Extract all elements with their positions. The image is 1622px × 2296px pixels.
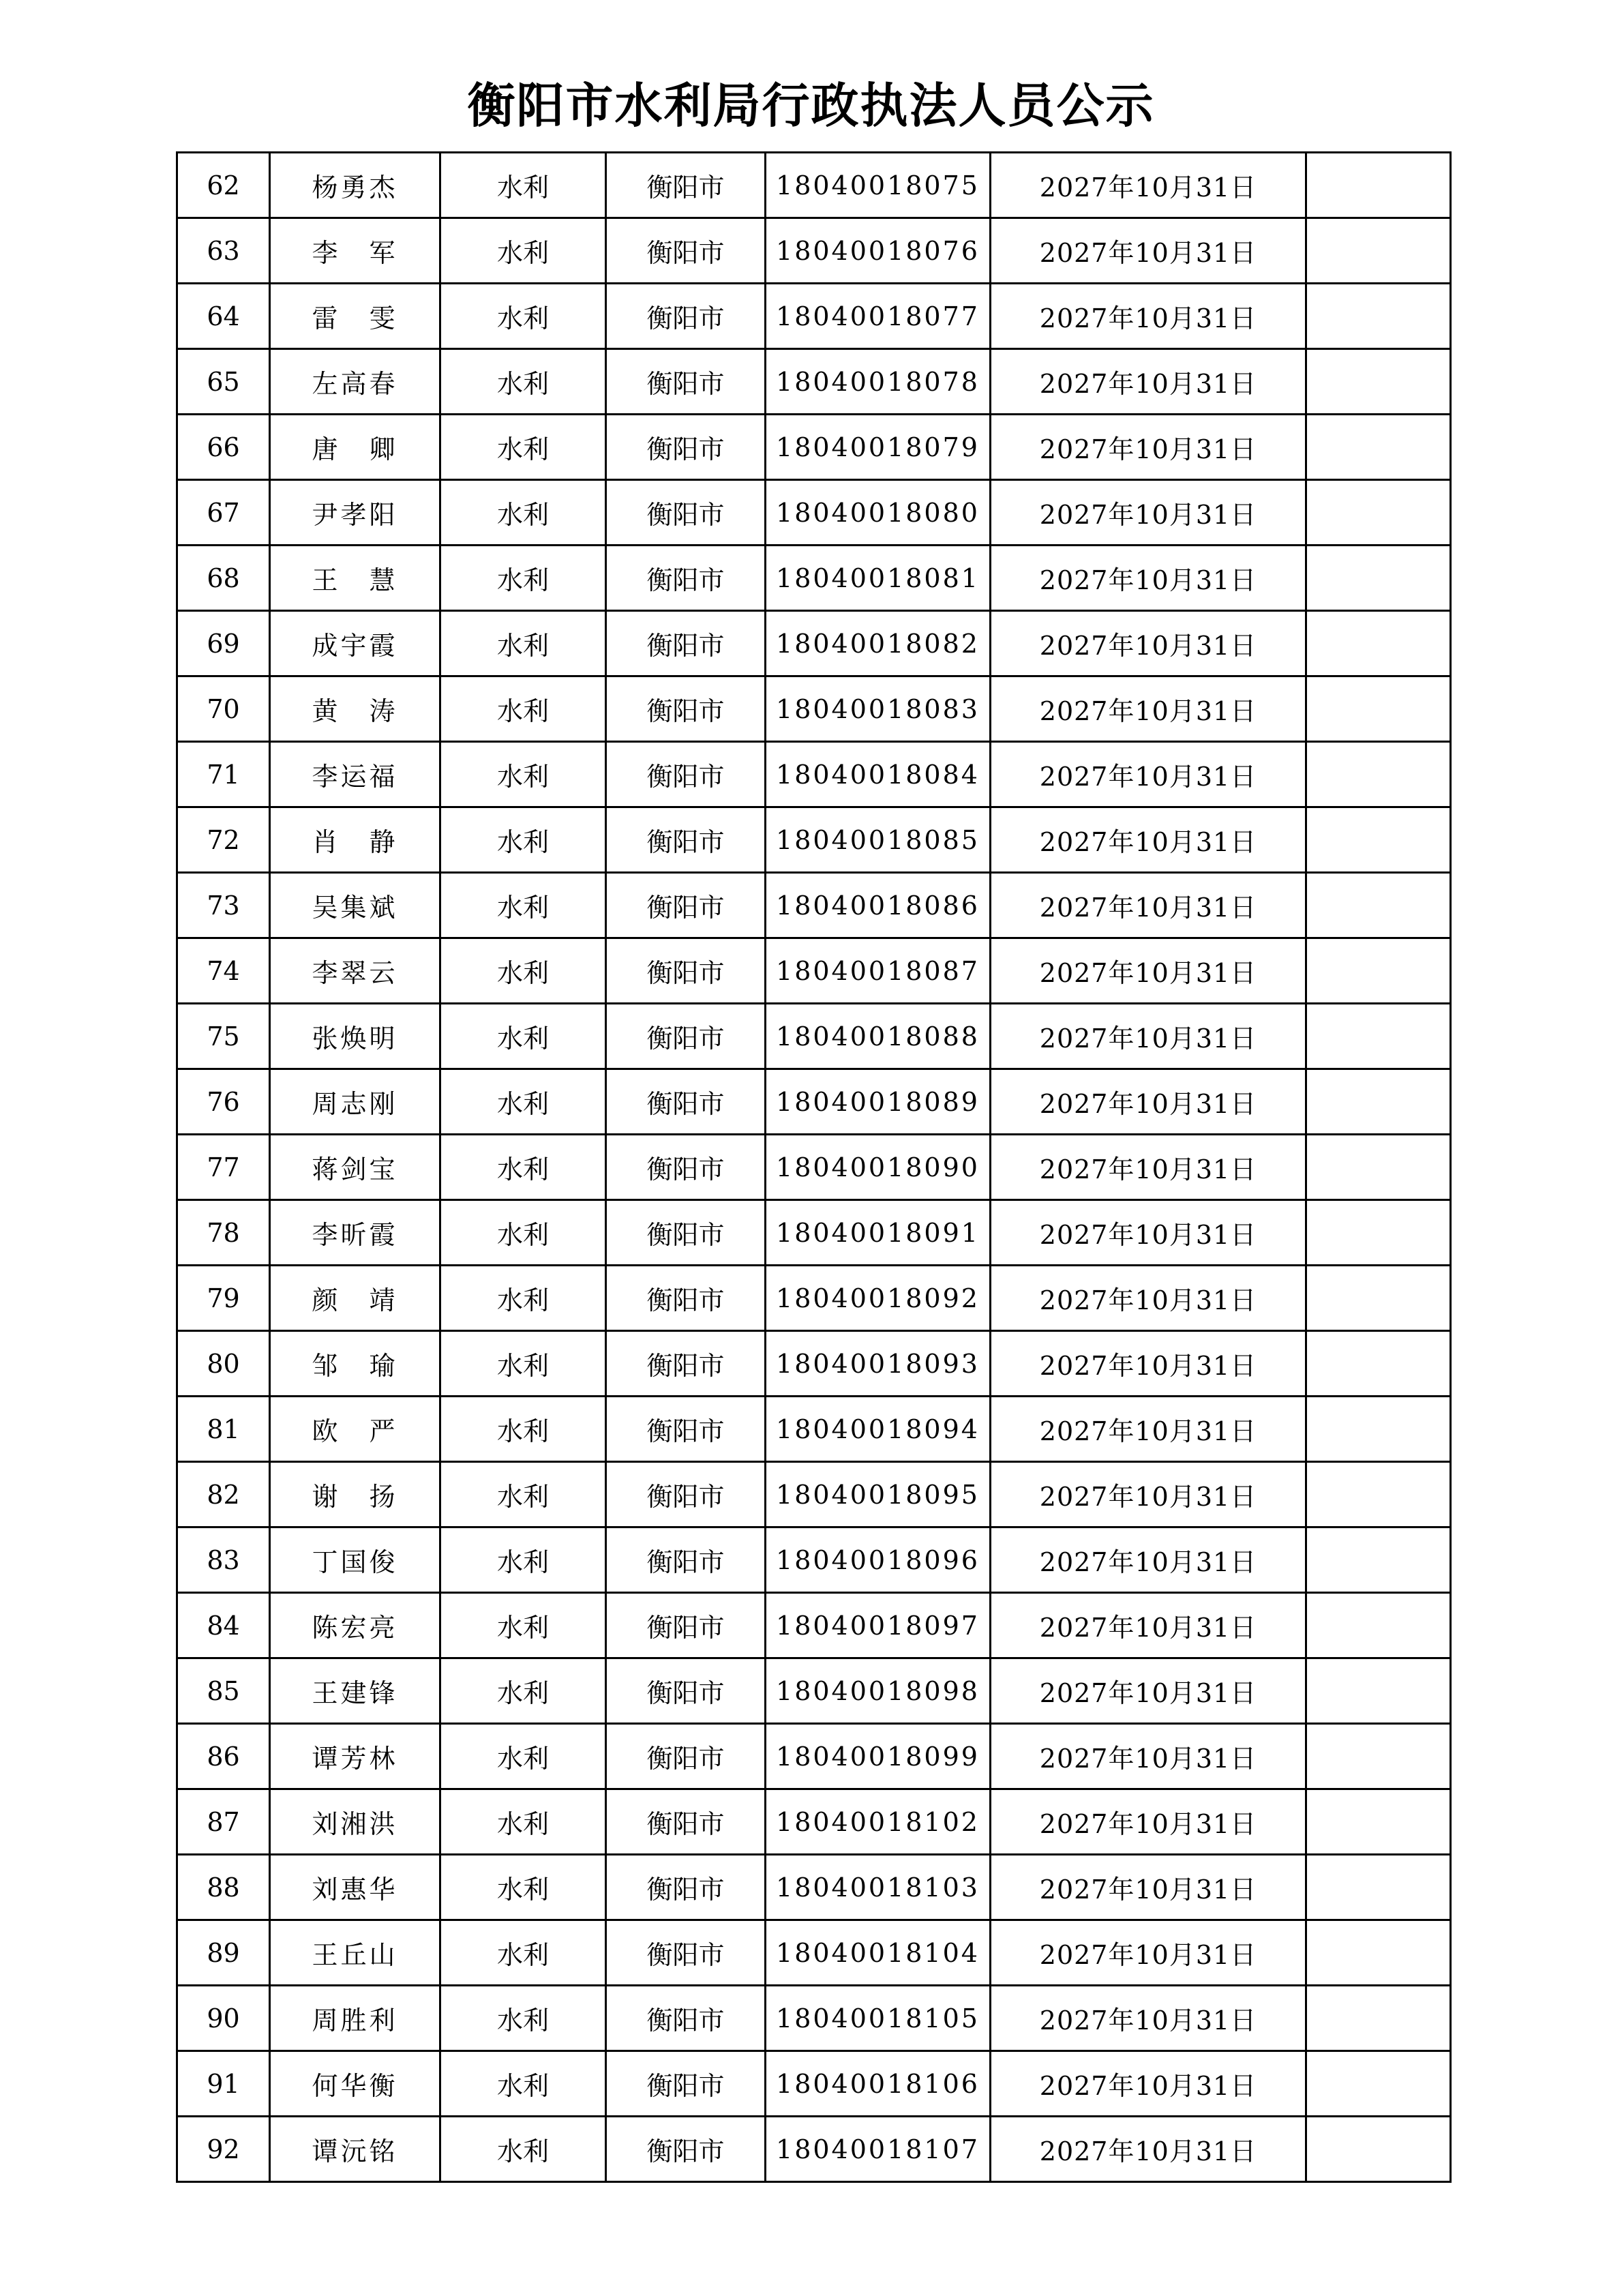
valid-until-date: 2027年10月31日 xyxy=(991,1266,1306,1331)
table-row xyxy=(177,873,1451,938)
person-name: 谭芳林 xyxy=(270,1724,440,1789)
jurisdiction: 衡阳市 xyxy=(606,415,766,480)
table-row xyxy=(177,1855,1451,1920)
person-name: 欧 严 xyxy=(270,1397,440,1462)
row-number: 66 xyxy=(177,415,270,480)
enforcement-field: 水利 xyxy=(440,938,606,1004)
table-row xyxy=(177,2117,1451,2182)
table-row xyxy=(177,1986,1451,2051)
jurisdiction: 衡阳市 xyxy=(606,807,766,873)
remarks-cell xyxy=(1306,2051,1451,2117)
valid-until-date: 2027年10月31日 xyxy=(991,284,1306,349)
remarks-cell xyxy=(1306,742,1451,807)
table-row xyxy=(177,218,1451,284)
jurisdiction: 衡阳市 xyxy=(606,1986,766,2051)
enforcement-field: 水利 xyxy=(440,1200,606,1266)
enforcement-field: 水利 xyxy=(440,742,606,807)
table-row xyxy=(177,1527,1451,1593)
remarks-cell xyxy=(1306,415,1451,480)
remarks-cell xyxy=(1306,1069,1451,1135)
person-name: 丁国俊 xyxy=(270,1527,440,1593)
enforcement-field: 水利 xyxy=(440,1069,606,1135)
valid-until-date: 2027年10月31日 xyxy=(991,2051,1306,2117)
table-row xyxy=(177,1462,1451,1527)
row-number: 70 xyxy=(177,676,270,742)
remarks-cell xyxy=(1306,873,1451,938)
remarks-cell xyxy=(1306,1593,1451,1658)
enforcement-field: 水利 xyxy=(440,1527,606,1593)
remarks-cell xyxy=(1306,1855,1451,1920)
certificate-number: 18040018104 xyxy=(766,1920,991,1986)
row-number: 90 xyxy=(177,1986,270,2051)
jurisdiction: 衡阳市 xyxy=(606,1789,766,1855)
person-name: 李翠云 xyxy=(270,938,440,1004)
valid-until-date: 2027年10月31日 xyxy=(991,938,1306,1004)
valid-until-date: 2027年10月31日 xyxy=(991,1724,1306,1789)
valid-until-date: 2027年10月31日 xyxy=(991,1986,1306,2051)
table-row xyxy=(177,807,1451,873)
certificate-number: 18040018105 xyxy=(766,1986,991,2051)
row-number: 76 xyxy=(177,1069,270,1135)
person-name: 成宇霞 xyxy=(270,611,440,676)
valid-until-date: 2027年10月31日 xyxy=(991,1920,1306,1986)
table-row xyxy=(177,1004,1451,1069)
jurisdiction: 衡阳市 xyxy=(606,676,766,742)
valid-until-date: 2027年10月31日 xyxy=(991,1658,1306,1724)
remarks-cell xyxy=(1306,480,1451,546)
certificate-number: 18040018081 xyxy=(766,546,991,611)
person-name: 颜 靖 xyxy=(270,1266,440,1331)
remarks-cell xyxy=(1306,1200,1451,1266)
person-name: 周胜利 xyxy=(270,1986,440,2051)
valid-until-date: 2027年10月31日 xyxy=(991,1462,1306,1527)
jurisdiction: 衡阳市 xyxy=(606,742,766,807)
jurisdiction: 衡阳市 xyxy=(606,1658,766,1724)
valid-until-date: 2027年10月31日 xyxy=(991,2117,1306,2182)
certificate-number: 18040018096 xyxy=(766,1527,991,1593)
certificate-number: 18040018098 xyxy=(766,1658,991,1724)
row-number: 87 xyxy=(177,1789,270,1855)
enforcement-field: 水利 xyxy=(440,1986,606,2051)
personnel-table-body xyxy=(177,153,1451,2182)
enforcement-field: 水利 xyxy=(440,873,606,938)
jurisdiction: 衡阳市 xyxy=(606,611,766,676)
table-row xyxy=(177,1135,1451,1200)
row-number: 73 xyxy=(177,873,270,938)
jurisdiction: 衡阳市 xyxy=(606,1069,766,1135)
remarks-cell xyxy=(1306,1135,1451,1200)
enforcement-field: 水利 xyxy=(440,611,606,676)
jurisdiction: 衡阳市 xyxy=(606,1331,766,1397)
person-name: 何华衡 xyxy=(270,2051,440,2117)
table-row xyxy=(177,546,1451,611)
table-row xyxy=(177,938,1451,1004)
person-name: 周志刚 xyxy=(270,1069,440,1135)
table-row xyxy=(177,1200,1451,1266)
remarks-cell xyxy=(1306,676,1451,742)
enforcement-field: 水利 xyxy=(440,1266,606,1331)
valid-until-date: 2027年10月31日 xyxy=(991,1200,1306,1266)
certificate-number: 18040018095 xyxy=(766,1462,991,1527)
jurisdiction: 衡阳市 xyxy=(606,349,766,415)
person-name: 张焕明 xyxy=(270,1004,440,1069)
jurisdiction: 衡阳市 xyxy=(606,938,766,1004)
jurisdiction: 衡阳市 xyxy=(606,873,766,938)
certificate-number: 18040018091 xyxy=(766,1200,991,1266)
jurisdiction: 衡阳市 xyxy=(606,1462,766,1527)
table-row xyxy=(177,284,1451,349)
enforcement-field: 水利 xyxy=(440,415,606,480)
remarks-cell xyxy=(1306,284,1451,349)
table-row xyxy=(177,349,1451,415)
remarks-cell xyxy=(1306,1789,1451,1855)
table-row xyxy=(177,676,1451,742)
enforcement-field: 水利 xyxy=(440,546,606,611)
valid-until-date: 2027年10月31日 xyxy=(991,415,1306,480)
row-number: 92 xyxy=(177,2117,270,2182)
certificate-number: 18040018093 xyxy=(766,1331,991,1397)
person-name: 陈宏亮 xyxy=(270,1593,440,1658)
certificate-number: 18040018102 xyxy=(766,1789,991,1855)
remarks-cell xyxy=(1306,611,1451,676)
jurisdiction: 衡阳市 xyxy=(606,284,766,349)
jurisdiction: 衡阳市 xyxy=(606,2117,766,2182)
valid-until-date: 2027年10月31日 xyxy=(991,1135,1306,1200)
certificate-number: 18040018089 xyxy=(766,1069,991,1135)
remarks-cell xyxy=(1306,1397,1451,1462)
remarks-cell xyxy=(1306,1527,1451,1593)
person-name: 王 慧 xyxy=(270,546,440,611)
certificate-number: 18040018103 xyxy=(766,1855,991,1920)
valid-until-date: 2027年10月31日 xyxy=(991,1527,1306,1593)
row-number: 79 xyxy=(177,1266,270,1331)
person-name: 肖 静 xyxy=(270,807,440,873)
certificate-number: 18040018079 xyxy=(766,415,991,480)
remarks-cell xyxy=(1306,938,1451,1004)
enforcement-field: 水利 xyxy=(440,1135,606,1200)
valid-until-date: 2027年10月31日 xyxy=(991,1069,1306,1135)
jurisdiction: 衡阳市 xyxy=(606,1397,766,1462)
table-row xyxy=(177,1658,1451,1724)
enforcement-field: 水利 xyxy=(440,1789,606,1855)
row-number: 89 xyxy=(177,1920,270,1986)
enforcement-field: 水利 xyxy=(440,676,606,742)
valid-until-date: 2027年10月31日 xyxy=(991,1855,1306,1920)
person-name: 谢 扬 xyxy=(270,1462,440,1527)
table-row xyxy=(177,480,1451,546)
table-row xyxy=(177,1266,1451,1331)
remarks-cell xyxy=(1306,218,1451,284)
jurisdiction: 衡阳市 xyxy=(606,1724,766,1789)
person-name: 雷 雯 xyxy=(270,284,440,349)
person-name: 黄 涛 xyxy=(270,676,440,742)
valid-until-date: 2027年10月31日 xyxy=(991,1789,1306,1855)
enforcement-field: 水利 xyxy=(440,1331,606,1397)
jurisdiction: 衡阳市 xyxy=(606,1135,766,1200)
remarks-cell xyxy=(1306,1986,1451,2051)
certificate-number: 18040018099 xyxy=(766,1724,991,1789)
person-name: 刘湘洪 xyxy=(270,1789,440,1855)
remarks-cell xyxy=(1306,1658,1451,1724)
certificate-number: 18040018086 xyxy=(766,873,991,938)
enforcement-field: 水利 xyxy=(440,2051,606,2117)
valid-until-date: 2027年10月31日 xyxy=(991,218,1306,284)
enforcement-field: 水利 xyxy=(440,284,606,349)
row-number: 83 xyxy=(177,1527,270,1593)
row-number: 69 xyxy=(177,611,270,676)
certificate-number: 18040018084 xyxy=(766,742,991,807)
row-number: 77 xyxy=(177,1135,270,1200)
enforcement-field: 水利 xyxy=(440,218,606,284)
jurisdiction: 衡阳市 xyxy=(606,1266,766,1331)
remarks-cell xyxy=(1306,1920,1451,1986)
jurisdiction: 衡阳市 xyxy=(606,480,766,546)
row-number: 91 xyxy=(177,2051,270,2117)
person-name: 刘惠华 xyxy=(270,1855,440,1920)
valid-until-date: 2027年10月31日 xyxy=(991,611,1306,676)
table-row xyxy=(177,611,1451,676)
certificate-number: 18040018092 xyxy=(766,1266,991,1331)
certificate-number: 18040018083 xyxy=(766,676,991,742)
person-name: 蒋剑宝 xyxy=(270,1135,440,1200)
jurisdiction: 衡阳市 xyxy=(606,1200,766,1266)
enforcement-field: 水利 xyxy=(440,480,606,546)
certificate-number: 18040018075 xyxy=(766,153,991,218)
enforcement-field: 水利 xyxy=(440,1724,606,1789)
table-row xyxy=(177,1069,1451,1135)
enforcement-field: 水利 xyxy=(440,153,606,218)
person-name: 杨勇杰 xyxy=(270,153,440,218)
row-number: 82 xyxy=(177,1462,270,1527)
row-number: 75 xyxy=(177,1004,270,1069)
valid-until-date: 2027年10月31日 xyxy=(991,1593,1306,1658)
personnel-table xyxy=(176,151,1452,2183)
certificate-number: 18040018077 xyxy=(766,284,991,349)
row-number: 85 xyxy=(177,1658,270,1724)
person-name: 李昕霞 xyxy=(270,1200,440,1266)
remarks-cell xyxy=(1306,1004,1451,1069)
remarks-cell xyxy=(1306,1266,1451,1331)
valid-until-date: 2027年10月31日 xyxy=(991,1397,1306,1462)
table-row xyxy=(177,1724,1451,1789)
jurisdiction: 衡阳市 xyxy=(606,218,766,284)
certificate-number: 18040018094 xyxy=(766,1397,991,1462)
remarks-cell xyxy=(1306,1724,1451,1789)
enforcement-field: 水利 xyxy=(440,1004,606,1069)
certificate-number: 18040018085 xyxy=(766,807,991,873)
row-number: 62 xyxy=(177,153,270,218)
certificate-number: 18040018090 xyxy=(766,1135,991,1200)
row-number: 65 xyxy=(177,349,270,415)
row-number: 81 xyxy=(177,1397,270,1462)
valid-until-date: 2027年10月31日 xyxy=(991,807,1306,873)
valid-until-date: 2027年10月31日 xyxy=(991,153,1306,218)
certificate-number: 18040018082 xyxy=(766,611,991,676)
enforcement-field: 水利 xyxy=(440,1593,606,1658)
row-number: 80 xyxy=(177,1331,270,1397)
enforcement-field: 水利 xyxy=(440,1658,606,1724)
row-number: 72 xyxy=(177,807,270,873)
table-row xyxy=(177,153,1451,218)
table-row xyxy=(177,2051,1451,2117)
enforcement-field: 水利 xyxy=(440,807,606,873)
valid-until-date: 2027年10月31日 xyxy=(991,480,1306,546)
person-name: 王丘山 xyxy=(270,1920,440,1986)
enforcement-field: 水利 xyxy=(440,2117,606,2182)
jurisdiction: 衡阳市 xyxy=(606,1593,766,1658)
certificate-number: 18040018107 xyxy=(766,2117,991,2182)
jurisdiction: 衡阳市 xyxy=(606,1004,766,1069)
certificate-number: 18040018087 xyxy=(766,938,991,1004)
person-name: 王建锋 xyxy=(270,1658,440,1724)
person-name: 左高春 xyxy=(270,349,440,415)
valid-until-date: 2027年10月31日 xyxy=(991,873,1306,938)
table-row xyxy=(177,1789,1451,1855)
table-row xyxy=(177,1920,1451,1986)
jurisdiction: 衡阳市 xyxy=(606,2051,766,2117)
row-number: 68 xyxy=(177,546,270,611)
table-row xyxy=(177,1593,1451,1658)
enforcement-field: 水利 xyxy=(440,1462,606,1527)
enforcement-field: 水利 xyxy=(440,1397,606,1462)
jurisdiction: 衡阳市 xyxy=(606,1527,766,1593)
row-number: 84 xyxy=(177,1593,270,1658)
jurisdiction: 衡阳市 xyxy=(606,1920,766,1986)
person-name: 李 军 xyxy=(270,218,440,284)
person-name: 谭沅铭 xyxy=(270,2117,440,2182)
row-number: 64 xyxy=(177,284,270,349)
valid-until-date: 2027年10月31日 xyxy=(991,546,1306,611)
remarks-cell xyxy=(1306,153,1451,218)
remarks-cell xyxy=(1306,807,1451,873)
certificate-number: 18040018076 xyxy=(766,218,991,284)
person-name: 吴集斌 xyxy=(270,873,440,938)
table-row xyxy=(177,1397,1451,1462)
remarks-cell xyxy=(1306,1462,1451,1527)
remarks-cell xyxy=(1306,1331,1451,1397)
remarks-cell xyxy=(1306,349,1451,415)
person-name: 李运福 xyxy=(270,742,440,807)
row-number: 88 xyxy=(177,1855,270,1920)
certificate-number: 18040018106 xyxy=(766,2051,991,2117)
person-name: 唐 卿 xyxy=(270,415,440,480)
remarks-cell xyxy=(1306,2117,1451,2182)
valid-until-date: 2027年10月31日 xyxy=(991,1004,1306,1069)
person-name: 邹 瑜 xyxy=(270,1331,440,1397)
enforcement-field: 水利 xyxy=(440,1920,606,1986)
jurisdiction: 衡阳市 xyxy=(606,153,766,218)
table-row xyxy=(177,742,1451,807)
jurisdiction: 衡阳市 xyxy=(606,1855,766,1920)
row-number: 86 xyxy=(177,1724,270,1789)
row-number: 74 xyxy=(177,938,270,1004)
row-number: 63 xyxy=(177,218,270,284)
enforcement-field: 水利 xyxy=(440,349,606,415)
certificate-number: 18040018088 xyxy=(766,1004,991,1069)
valid-until-date: 2027年10月31日 xyxy=(991,742,1306,807)
valid-until-date: 2027年10月31日 xyxy=(991,349,1306,415)
row-number: 71 xyxy=(177,742,270,807)
jurisdiction: 衡阳市 xyxy=(606,546,766,611)
row-number: 67 xyxy=(177,480,270,546)
certificate-number: 18040018078 xyxy=(766,349,991,415)
person-name: 尹孝阳 xyxy=(270,480,440,546)
valid-until-date: 2027年10月31日 xyxy=(991,1331,1306,1397)
row-number: 78 xyxy=(177,1200,270,1266)
table-row xyxy=(177,1331,1451,1397)
valid-until-date: 2027年10月31日 xyxy=(991,676,1306,742)
table-row xyxy=(177,415,1451,480)
enforcement-field: 水利 xyxy=(440,1855,606,1920)
certificate-number: 18040018080 xyxy=(766,480,991,546)
remarks-cell xyxy=(1306,546,1451,611)
certificate-number: 18040018097 xyxy=(766,1593,991,1658)
page-title: 衡阳市水利局行政执法人员公示 xyxy=(467,78,1155,134)
